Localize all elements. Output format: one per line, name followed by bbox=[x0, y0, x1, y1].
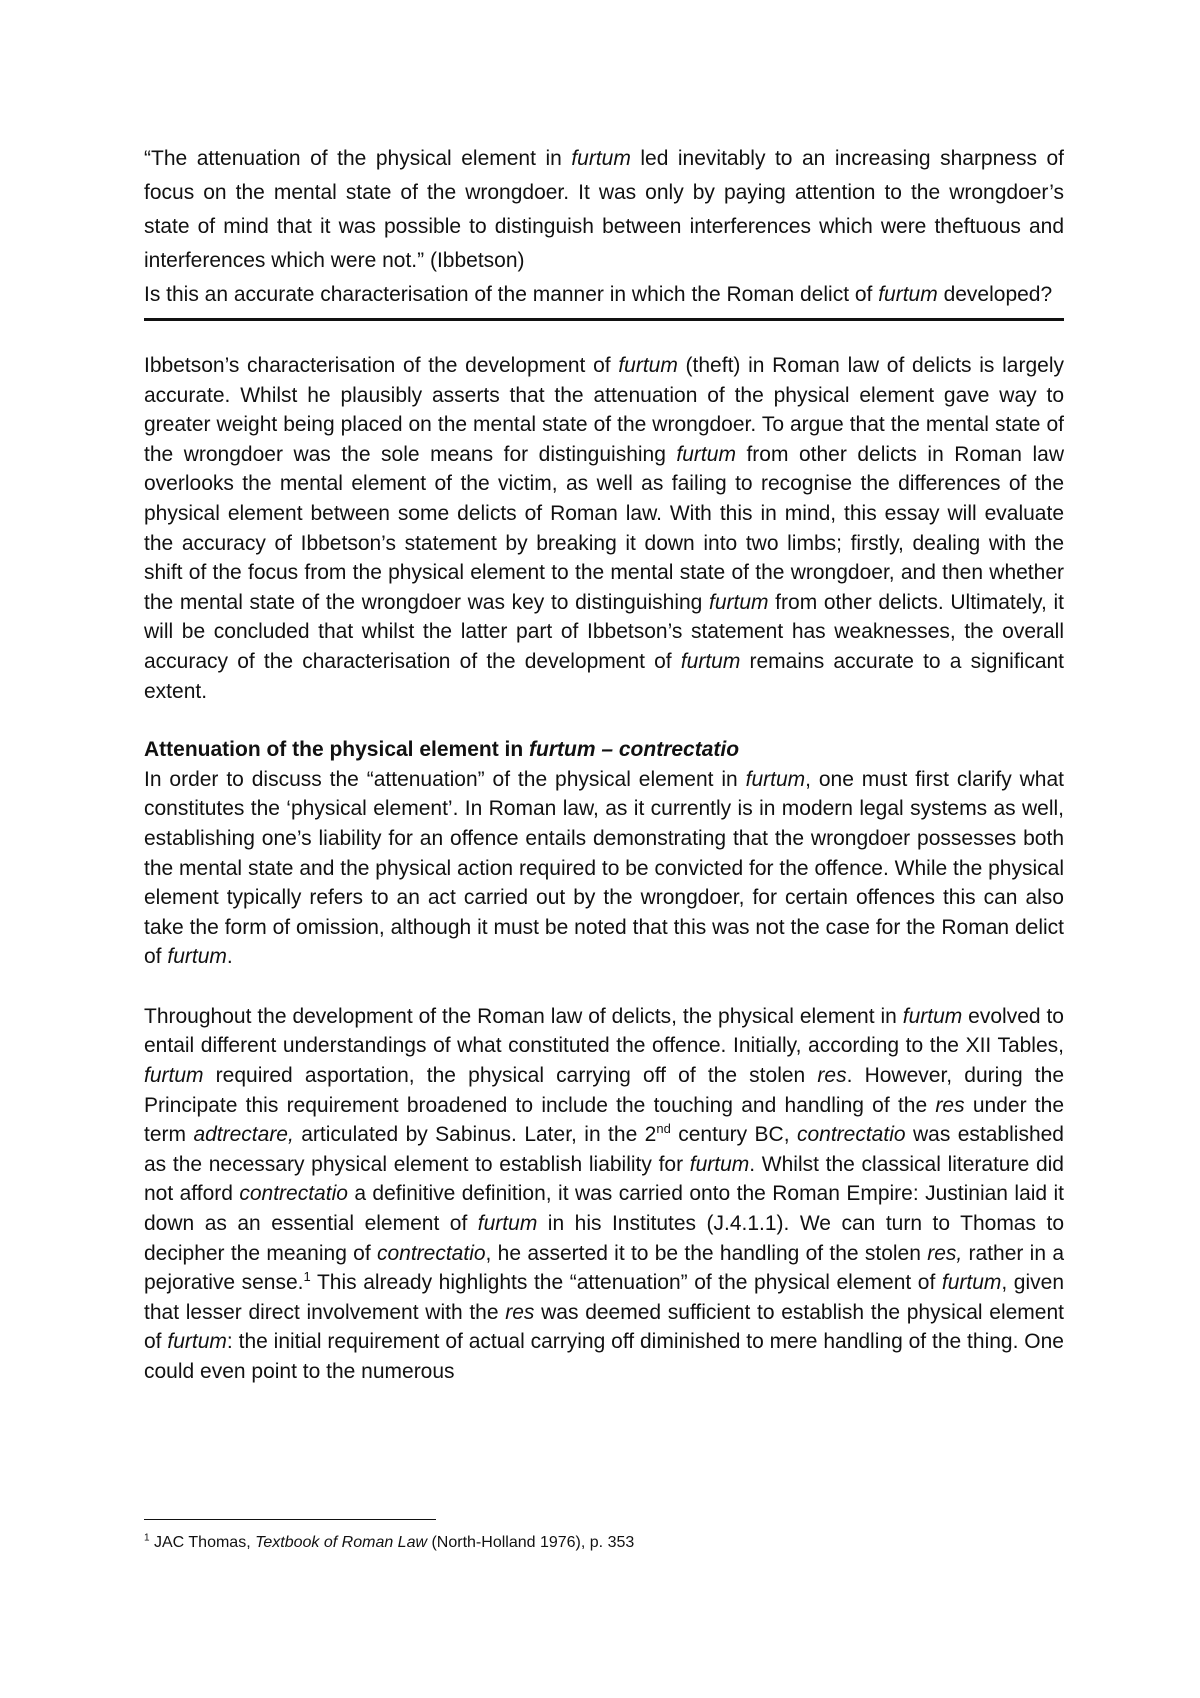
italic-text: contrectatio bbox=[376, 1241, 486, 1265]
text-run: articulated by Sabinus. Later, in the 2 bbox=[293, 1123, 657, 1147]
italic-text: furtum bbox=[941, 1271, 1002, 1295]
text-run: Attenuation of the physical element in bbox=[144, 738, 530, 762]
italic-text: furtum bbox=[477, 1212, 538, 1236]
italic-text: contrectatio bbox=[239, 1182, 348, 1206]
italic-text: furtum bbox=[571, 147, 631, 170]
question-prompt bbox=[144, 278, 1064, 312]
text-run: This already highlights the “attenuation” of the physical element of bbox=[310, 1271, 942, 1295]
text-run: remains accurate to a significant extent. bbox=[144, 649, 1065, 703]
text-run: (theft) in Roman law of delicts is largely accurate. Whilst he plausibly asserts that the attenuation of the physical element gave way to greater weight being placed on the mental state of the wrongdoer. To argue that the mental state of the wrongdoer was the sole means for distinguishing bbox=[144, 354, 1064, 466]
italic-text: furtum bbox=[745, 767, 806, 791]
italic-text: furtum bbox=[902, 1004, 963, 1028]
text-run: , given that lesser direct involvement with the bbox=[144, 1271, 1065, 1324]
italic-text: res bbox=[505, 1300, 535, 1324]
text-run: Is this an accurate characterisation of the manner in which the Roman delict of bbox=[144, 283, 879, 306]
text-run: was deemed sufficient to establish the physical element of bbox=[144, 1300, 1064, 1354]
text-run: a definitive definition, it was carried onto the Roman Empire: Justinian laid it down as an essential element of bbox=[144, 1182, 1065, 1236]
italic-text: Textbook of Roman Law bbox=[255, 1534, 428, 1551]
text-run: , one must first clarify what constitutes the ‘physical element’. In Roman law, as it currently is in modern legal systems as well, establishing one’s liability for an offence entails demonstrating that the wrongdoer possesses both the mental state and the physical action required to be convicted for the offence. While the physical element typically refers to an act carried out by the wrongdoer, for certain offences this can also take the form of omission, although it must be noted that this was not the case for the Roman delict of bbox=[144, 767, 1064, 969]
italic-text: res bbox=[817, 1064, 847, 1088]
essay-question bbox=[144, 142, 1064, 312]
question-divider bbox=[144, 318, 1064, 321]
body-paragraph bbox=[144, 765, 1064, 972]
text-run: In order to discuss the “attenuation” of the physical element in bbox=[144, 767, 746, 791]
text-run: : the initial requirement of actual carrying off diminished to mere handling of the thing. One could even point to the numerous bbox=[144, 1330, 1064, 1383]
page-content bbox=[144, 142, 1064, 1387]
footnote bbox=[144, 1532, 1064, 1554]
text-run: century BC, bbox=[670, 1123, 797, 1147]
text-run: from other delicts in Roman law overlooks the mental element of the victim, as well as failing to recognise the differences of the physical element between some delicts of Roman law. With this in mind, this essay will evaluate the accuracy of Ibbetson’s statement by breaking it down into two limbs; firstly, dealing with the shift of the focus from the physical element to the mental state of the wrongdoer, and then whether the mental state of the wrongdoer was key to distinguishing bbox=[144, 442, 1064, 614]
superscript-text: 1 bbox=[303, 1269, 311, 1285]
text-run: in his Institutes (J.4.1.1). We can turn to Thomas to decipher the meaning of bbox=[144, 1212, 1064, 1265]
text-run: . bbox=[226, 945, 233, 969]
text-run: Throughout the development of the Roman law of delicts, the physical element in bbox=[144, 1004, 903, 1028]
text-run: required asportation, the physical carrying off of the stolen bbox=[203, 1064, 818, 1088]
italic-text: furtum bbox=[167, 1330, 227, 1354]
italic-text: furtum bbox=[144, 1064, 204, 1088]
italic-text: furtum bbox=[689, 1152, 750, 1176]
italic-text: furtum bbox=[709, 590, 769, 614]
text-run: . However, during the Principate this requirement broadened to include the touching and handling of the bbox=[144, 1064, 1065, 1117]
text-run: , he asserted it to be the handling of the stolen bbox=[485, 1241, 928, 1265]
text-run: “The attenuation of the physical element in bbox=[144, 147, 572, 170]
section-heading bbox=[144, 735, 1064, 765]
text-run: under the term bbox=[144, 1093, 1065, 1147]
italic-text: res, bbox=[927, 1241, 963, 1265]
italic-text: furtum bbox=[618, 354, 678, 377]
italic-text: furtum bbox=[676, 442, 736, 466]
text-run: led inevitably to an increasing sharpness of focus on the mental state of the wrongdoer. It was only by paying attention to the wrongdoer’s state of mind that it was possible to distinguish between interferences which were theftuous and interferences which were not.” (Ibbetson) bbox=[144, 147, 1064, 272]
italic-text: furtum bbox=[878, 283, 938, 306]
text-run: . Whilst the classical literature did not afford bbox=[144, 1152, 1064, 1206]
text-run: from other delicts. Ultimately, it will be concluded that whilst the latter part of Ibbetson’s statement has weaknesses, the overall accuracy of the characterisation of the development of bbox=[144, 590, 1064, 673]
body-paragraph bbox=[144, 1002, 1064, 1387]
text-run: (North-Holland 1976), p. 353 bbox=[427, 1534, 635, 1551]
text-run: developed? bbox=[937, 283, 1053, 306]
text-run: JAC Thomas, bbox=[149, 1534, 256, 1551]
italic-text: furtum bbox=[167, 945, 227, 969]
italic-text: adtrectare, bbox=[193, 1123, 294, 1147]
italic-text: contrectatio bbox=[796, 1123, 906, 1147]
italic-text: furtum bbox=[680, 649, 741, 673]
italic-text: res bbox=[935, 1093, 965, 1117]
text-run: evolved to entail different understandings of what constituted the offence. Initially, according to the XII Tables, bbox=[144, 1004, 1064, 1058]
italic-text: furtum – contrectatio bbox=[529, 738, 740, 762]
text-run: was established as the necessary physical element to establish liability for bbox=[144, 1123, 1064, 1176]
essay-body bbox=[144, 351, 1064, 1387]
text-run: rather in a pejorative sense. bbox=[144, 1241, 1064, 1295]
superscript-text: nd bbox=[656, 1121, 671, 1137]
footnote-divider bbox=[144, 1519, 436, 1520]
intro-paragraph bbox=[144, 351, 1064, 706]
text-run: Ibbetson’s characterisation of the development of bbox=[144, 354, 619, 377]
superscript-text: 1 bbox=[144, 1532, 150, 1544]
question-quote bbox=[144, 142, 1064, 278]
